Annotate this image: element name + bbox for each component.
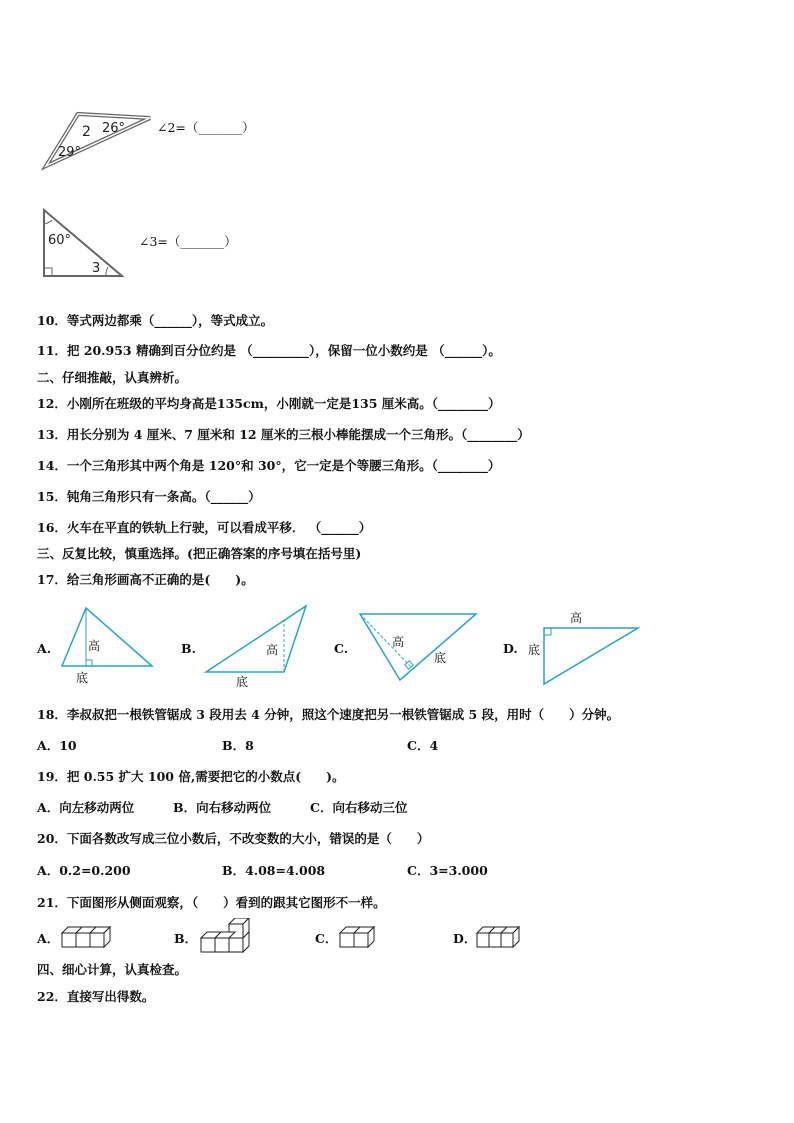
section-4-heading: 四、细心计算，认真检查。 [37, 962, 188, 977]
angle3-blank[interactable]: ∠3=（_______） [139, 234, 237, 249]
question-10: 10．等式两边都乘（______），等式成立。 [37, 313, 274, 328]
q17-d-height-label: 高 [570, 611, 583, 625]
section-2-heading: 二、仔细推敲，认真辨析。 [37, 370, 188, 385]
q21-option-b-letter[interactable]: B． [174, 931, 198, 946]
question-18-stem: 18．李叔叔把一根铁管锯成 3 段用去 4 分钟，照这个速度把另一根铁管锯成 5 段，用时（ ）分钟。 [37, 707, 620, 722]
question-20-stem: 20．下面各数改写成三位小数后，不改变数的大小，错误的是（ ） [37, 831, 430, 846]
q20-option-b[interactable]: B．4.08=4.008 [222, 863, 326, 878]
q17-d-base-label: 底 [528, 643, 541, 657]
angle2-label-a: 2 [82, 124, 91, 140]
q17-option-c-figure[interactable] [356, 610, 481, 686]
q18-option-b[interactable]: B．8 [222, 738, 254, 753]
question-19-stem: 19．把 0.55 扩大 100 倍,需要把它的小数点( )。 [37, 769, 345, 784]
angle3-label-b: 3 [92, 261, 101, 276]
q17-option-a-figure[interactable] [58, 604, 158, 688]
q17-a-base-label: 底 [76, 671, 89, 685]
question-12: 12．小刚所在班级的平均身高是135cm，小刚就一定是135 厘米高。（________） [37, 396, 501, 411]
question-21-stem: 21．下面图形从侧面观察，（ ）看到的跟其它图形不一样。 [37, 895, 386, 910]
q17-option-a-letter[interactable]: A. [37, 641, 52, 656]
q17-c-height-label: 高 [392, 635, 405, 649]
question-11: 11．把 20.953 精确到百分位约是 （_________），保留一位小数约是 （______）。 [37, 343, 501, 358]
angle3-label-a: 60° [48, 233, 72, 248]
q21-option-b-cubes-figure[interactable] [199, 918, 251, 954]
q21-option-a-cubes-figure[interactable] [60, 925, 112, 951]
q20-option-a[interactable]: A．0.2=0.200 [37, 863, 131, 878]
question-16: 16．火车在平直的铁轨上行驶，可以看成平移． （______） [37, 520, 372, 535]
question-13: 13．用长分别为 4 厘米、7 厘米和 12 厘米的三根小棒能摆成一个三角形。（________） [37, 427, 530, 442]
q17-a-height-label: 高 [88, 639, 101, 653]
question-17-stem: 17．给三角形画高不正确的是( )。 [37, 572, 254, 587]
q21-option-c-letter[interactable]: C． [315, 931, 338, 946]
question-22: 22．直接写出得数。 [37, 989, 155, 1004]
q17-option-d-figure[interactable] [520, 608, 644, 688]
q17-b-base-label: 底 [236, 675, 249, 689]
angle2-blank[interactable]: ∠2=（_______） [157, 120, 255, 135]
q21-option-d-letter[interactable]: D． [453, 931, 477, 946]
angle2-label-b: 26° [102, 121, 126, 136]
q20-option-c[interactable]: C．3=3.000 [407, 863, 488, 878]
q18-option-a[interactable]: A．10 [37, 738, 77, 753]
q17-option-c-letter[interactable]: C. [334, 641, 349, 656]
q18-option-c[interactable]: C．4 [407, 738, 439, 753]
q19-option-a[interactable]: A．向左移动两位 [37, 800, 135, 815]
q21-option-c-cubes-figure[interactable] [338, 925, 380, 951]
q17-option-b-figure[interactable] [202, 602, 312, 692]
question-14: 14．一个三角形其中两个角是 120°和 30°，它一定是个等腰三角形。（________） [37, 458, 501, 473]
q17-option-d-letter[interactable]: D. [503, 641, 518, 656]
q19-option-b[interactable]: B．向右移动两位 [173, 800, 272, 815]
angle3-triangle-figure [40, 206, 130, 278]
q19-option-c[interactable]: C．向右移动三位 [310, 800, 408, 815]
q21-option-a-letter[interactable]: A． [37, 931, 60, 946]
q17-c-base-label: 底 [434, 651, 447, 665]
q17-option-b-letter[interactable]: B. [181, 641, 196, 656]
q21-option-d-cubes-figure[interactable] [475, 925, 521, 951]
q17-b-height-label: 高 [266, 643, 279, 657]
angle2-label-c: 29° [58, 145, 82, 160]
question-15: 15．钝角三角形只有一条高。（______） [37, 489, 261, 504]
angle2-triangle-figure [40, 108, 160, 172]
section-3-heading: 三、反复比较，慎重选择。(把正确答案的序号填在括号里) [37, 546, 362, 561]
